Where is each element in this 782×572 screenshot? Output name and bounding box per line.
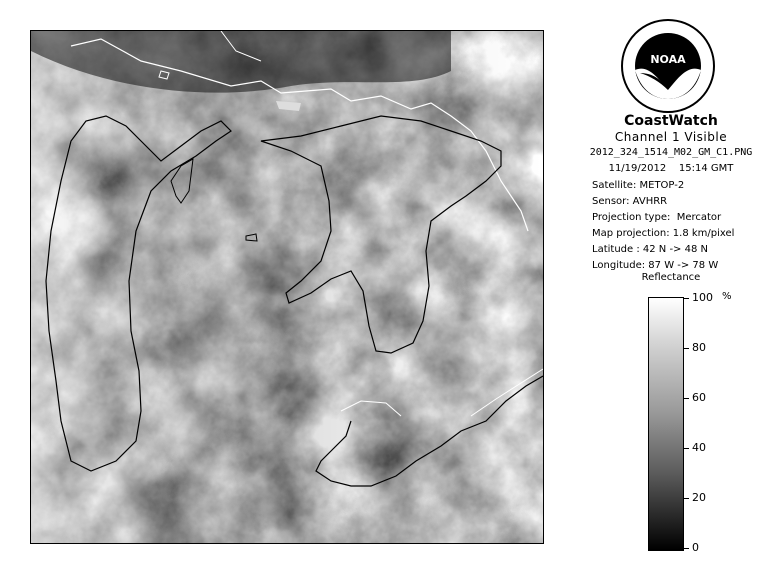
meta-latitude: Latitude : 42 N -> 48 N [592, 244, 708, 255]
meta-sensor: Sensor: AVHRR [592, 196, 668, 207]
legend-tick-label: 20 [692, 491, 706, 504]
legend-tick [683, 498, 689, 499]
legend-tick [683, 398, 689, 399]
legend-title: Reflectance [641, 272, 701, 283]
map-svg [31, 31, 543, 543]
legend-tick [683, 298, 689, 299]
noaa-logo [620, 18, 716, 114]
meta-longitude: Longitude: 87 W -> 78 W [592, 260, 719, 271]
legend-tick [683, 348, 689, 349]
legend-unit: % [722, 291, 732, 302]
reflectance-colorbar [648, 297, 684, 551]
legend-tick-label: 80 [692, 341, 706, 354]
info-panel [560, 0, 782, 572]
legend-tick-label: 100 [692, 291, 713, 304]
satellite-image [30, 30, 544, 544]
image-filename: 2012_324_1514_M02_GM_C1.PNG [589, 147, 753, 158]
meta-satellite: Satellite: METOP-2 [592, 180, 685, 191]
legend-tick-label: 40 [692, 441, 706, 454]
meta-projection-type: Projection type: Mercator [592, 212, 722, 223]
legend-tick-label: 60 [692, 391, 706, 404]
legend-tick [683, 448, 689, 449]
svg-text:NOAA: NOAA [650, 53, 686, 66]
legend-tick-label: 0 [692, 541, 699, 554]
channel-subtitle: Channel 1 Visible [614, 130, 728, 144]
meta-map-projection: Map projection: 1.8 km/pixel [592, 228, 735, 239]
legend-tick [683, 548, 689, 549]
image-datetime: 11/19/2012 15:14 GMT [608, 163, 734, 174]
product-title: CoastWatch [624, 113, 718, 129]
